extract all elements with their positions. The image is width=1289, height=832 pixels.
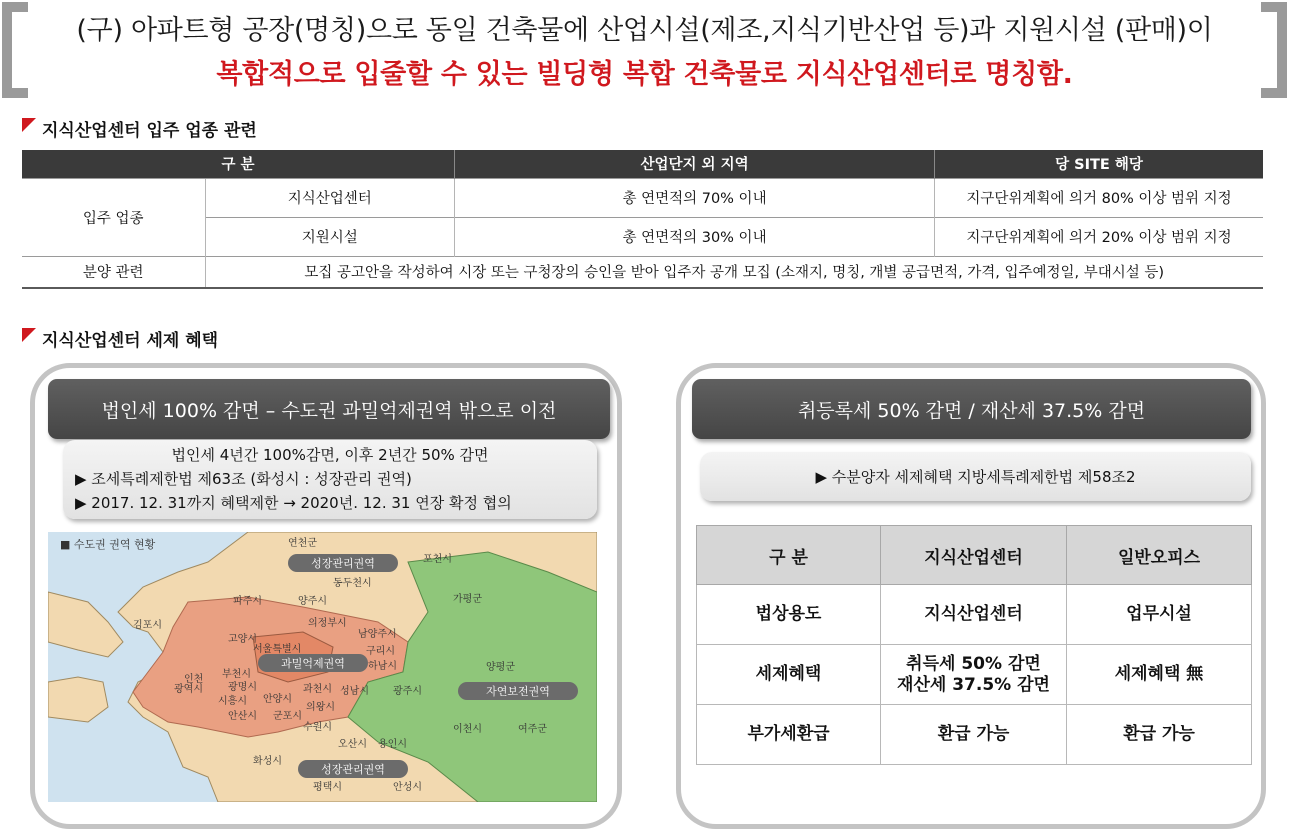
city-label: 파주시 [233, 596, 262, 607]
local-tax-title: 취등록세 50% 감면 / 재산세 37.5% 감면 [692, 379, 1251, 439]
city-label: 서울특별시 [253, 644, 302, 655]
city-label: 안산시 [228, 711, 257, 722]
office-cell: 환급 가능 [1067, 705, 1252, 765]
ksc-cell-line: 재산세 37.5% 감면 [897, 674, 1050, 695]
header-cell-outside: 산업단지 외 지역 [455, 150, 935, 178]
banner-line-1: (구) 아파트형 공장(명칭)으로 동일 건축물에 산업시설(제조,지식기반산업 등)과 지원시설 (판매)이 [76, 15, 1213, 46]
capital-region-map [48, 532, 597, 802]
city-label: 양평군 [486, 662, 515, 673]
city-label: 평택시 [313, 782, 342, 793]
sale-label-cell: 분양 관련 [22, 256, 205, 288]
table-row [697, 705, 1252, 765]
zone-label-growth-south: 성장관리권역 [321, 763, 385, 776]
city-label: 가평군 [453, 594, 482, 605]
city-label: 인천 [184, 674, 204, 685]
city-label: 광주시 [393, 686, 422, 697]
city-label: 화성시 [253, 756, 282, 767]
city-label: 고양시 [228, 634, 257, 645]
city-label: 양주시 [298, 596, 327, 607]
header-cell-site: 당 SITE 해당 [935, 150, 1263, 178]
sale-text-cell: 모집 공고안을 작성하여 시장 또는 구청장의 승인을 받아 입주자 공개 모집 (소재지, 명칭, 개별 공급면적, 가격, 입주예정일, 부대시설 등) [205, 256, 1263, 288]
local-tax-note: ▶ 수분양자 세제혜택 지방세특례제한법 제58조2 [700, 452, 1251, 501]
map-legend: ■ 수도권 권역 현황 [60, 538, 156, 551]
incheon-land [48, 677, 108, 722]
ksc-cell: 환급 가능 [881, 705, 1067, 765]
city-label: 하남시 [368, 661, 397, 672]
red-flag-icon [22, 328, 36, 342]
group-label-cell: 입주 업종 [22, 178, 205, 256]
type-cell: 지식산업센터 [205, 178, 455, 217]
gimpo-land [48, 592, 123, 657]
city-label: 여주군 [518, 724, 547, 735]
header-banner [0, 0, 1289, 104]
city-label: 포천시 [423, 554, 452, 565]
city-label: 수원시 [303, 722, 332, 733]
header-cell-category: 구 분 [22, 150, 455, 178]
corporate-tax-details [63, 440, 597, 519]
header-cell-category: 구 분 [697, 526, 881, 585]
office-cell: 세제혜택 無 [1067, 645, 1252, 705]
row-label-cell: 세제혜택 [697, 645, 881, 705]
region-map-svg [48, 532, 597, 802]
section-title-text: 지식산업센터 입주 업종 관련 [42, 121, 257, 141]
section-title-text: 지식산업센터 세제 혜택 [42, 331, 219, 351]
city-label: 시흥시 [218, 696, 247, 707]
city-label: 안양시 [263, 694, 292, 705]
row-label-cell: 부가세환급 [697, 705, 881, 765]
city-label: 의정부시 [308, 618, 347, 629]
table-row [697, 585, 1252, 645]
table-header-row [697, 526, 1252, 585]
table-row [22, 217, 1263, 256]
city-label: 연천군 [288, 538, 317, 549]
city-label: 동두천시 [333, 578, 372, 589]
tax-comparison-table [696, 525, 1252, 765]
section-title-industry [22, 116, 257, 141]
city-label: 광역시 [174, 684, 203, 695]
city-label: 용인시 [378, 739, 407, 750]
industry-table [22, 150, 1263, 289]
outside-cell: 총 연면적의 70% 이내 [455, 178, 935, 217]
zone-label-growth-north: 성장관리권역 [311, 557, 375, 570]
city-label: 과천시 [303, 684, 332, 695]
zone-label-overcrowded: 과밀억제권역 [281, 657, 345, 670]
office-cell: 업무시설 [1067, 585, 1252, 645]
table-header-row [22, 150, 1263, 178]
site-cell: 지구단위계획에 의거 20% 이상 범위 지정 [935, 217, 1263, 256]
type-cell: 지원시설 [205, 217, 455, 256]
city-label: 김포시 [133, 620, 162, 631]
section-title-tax [22, 326, 218, 351]
ksc-cell [881, 645, 1067, 705]
city-label: 광명시 [228, 682, 257, 693]
table-row [22, 178, 1263, 217]
corporate-tax-title: 법인세 100% 감면 – 수도권 과밀억제권역 밖으로 이전 [48, 379, 610, 439]
red-flag-icon [22, 118, 36, 132]
city-label: 남양주시 [358, 629, 397, 640]
city-label: 구리시 [366, 646, 395, 657]
table-row [697, 645, 1252, 705]
city-label: 이천시 [453, 724, 482, 735]
site-cell: 지구단위계획에 의거 80% 이상 범위 지정 [935, 178, 1263, 217]
city-label: 성남시 [340, 686, 369, 697]
banner-line-2: 복합적으로 입줄할 수 있는 빌딩형 복합 건축물로 지식산업센터로 명칭함. [216, 59, 1073, 90]
city-label: 오산시 [338, 739, 367, 750]
header-cell-office: 일반오피스 [1067, 526, 1252, 585]
header-cell-ksc: 지식산업센터 [881, 526, 1067, 585]
detail-line: 법인세 4년간 100%감면, 이후 2년간 50% 감면 [171, 446, 489, 464]
city-label: 부천시 [222, 669, 251, 680]
outside-cell: 총 연면적의 30% 이내 [455, 217, 935, 256]
detail-line: ▶ 조세특례제한법 제63조 (화성시 : 성장관리 권역) [75, 470, 412, 488]
row-label-cell: 법상용도 [697, 585, 881, 645]
table-row [22, 256, 1263, 288]
ksc-cell: 지식산업센터 [881, 585, 1067, 645]
detail-line: ▶ 2017. 12. 31까지 혜택제한 → 2020년. 12. 31 연장 확정 협의 [75, 494, 512, 512]
city-label: 의왕시 [306, 702, 335, 713]
zone-label-nature: 자연보전권역 [486, 685, 550, 698]
ksc-cell-line: 취득세 50% 감면 [906, 653, 1041, 674]
city-label: 안성시 [393, 782, 422, 793]
city-label: 군포시 [273, 711, 302, 722]
